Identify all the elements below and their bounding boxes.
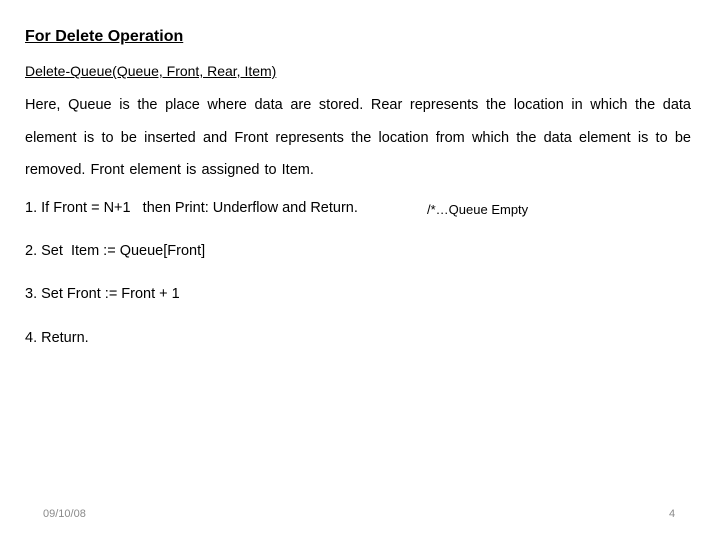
step-1-comment: /*…Queue Empty [427,202,529,217]
page-number: 4 [669,508,676,520]
step-2: 2. Set Item := Queue[Front] [25,243,206,259]
slide-title: For Delete Operation [25,28,184,45]
procedure-signature: Delete-Queue(Queue, Front, Rear, Item) [25,63,277,79]
step-1: 1. If Front = N+1 then Print: Underflow and Return. [25,200,358,216]
footer-date: 09/10/08 [43,508,86,520]
step-4: 4. Return. [25,330,89,346]
step-3: 3. Set Front := Front + 1 [25,286,180,302]
description-paragraph: Here, Queue is the place where data are stored. Rear represents the location in which the data element is to be inserted and Front represents the location from which the data element is to be removed. Front element is assigned to Item. [25,97,691,178]
